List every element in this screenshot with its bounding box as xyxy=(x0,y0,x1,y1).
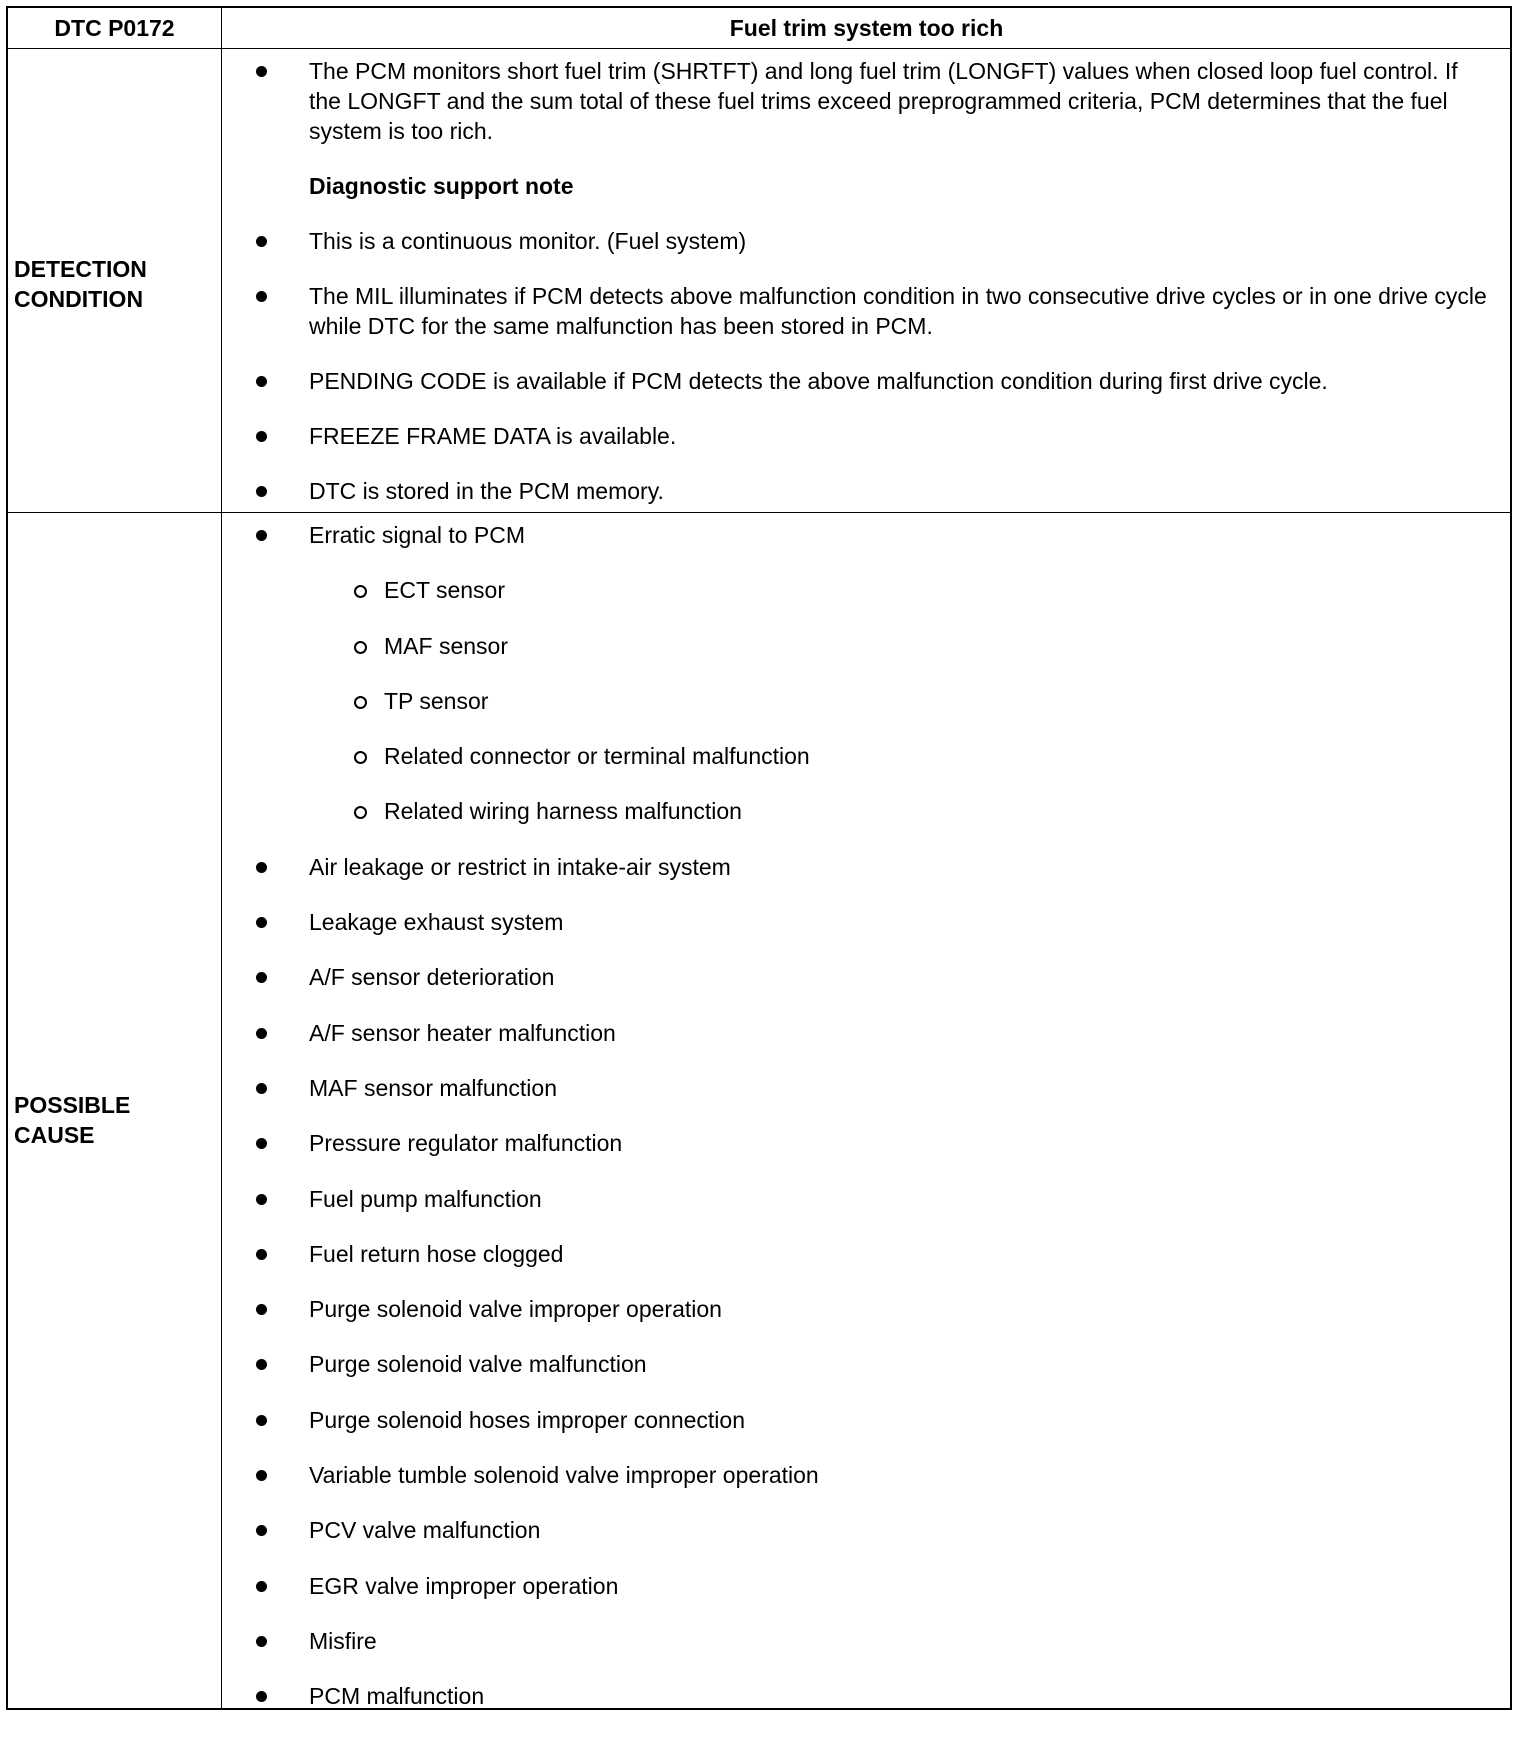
sub-list-item: Related connector or terminal malfunction xyxy=(248,741,1492,771)
list-item: Purge solenoid valve malfunction xyxy=(248,1349,1492,1379)
list-item: Pressure regulator malfunction xyxy=(248,1128,1492,1158)
list-item: Leakage exhaust system xyxy=(248,907,1492,937)
list-item: PCV valve malfunction xyxy=(248,1515,1492,1545)
dtc-code-header: DTC P0172 xyxy=(54,14,175,41)
list-item: DTC is stored in the PCM memory. xyxy=(248,476,1492,506)
list-item: Purge solenoid valve improper operation xyxy=(248,1294,1492,1324)
dtc-title-header: Fuel trim system too rich xyxy=(729,14,1004,41)
list-item: A/F sensor heater malfunction xyxy=(248,1018,1492,1048)
possible-cause-label: POSSIBLE CAUSE xyxy=(14,1092,131,1148)
list-item: Variable tumble solenoid valve improper operation xyxy=(248,1460,1492,1490)
list-item: PENDING CODE is available if PCM detects the above malfunction condition during first drive cycle. xyxy=(248,366,1492,396)
list-item: This is a continuous monitor. (Fuel system) xyxy=(248,226,1492,256)
list-item: Air leakage or restrict in intake-air system xyxy=(248,852,1492,882)
list-item: Purge solenoid hoses improper connection xyxy=(248,1405,1492,1435)
list-item: A/F sensor deterioration xyxy=(248,962,1492,992)
sub-list-item: MAF sensor xyxy=(248,631,1492,661)
sub-list-item: TP sensor xyxy=(248,686,1492,716)
list-item: MAF sensor malfunction xyxy=(248,1073,1492,1103)
sub-list-item: Related wiring harness malfunction xyxy=(248,796,1492,826)
list-item: EGR valve improper operation xyxy=(248,1571,1492,1601)
detection-condition-list xyxy=(248,56,1492,531)
header-row-divider xyxy=(8,48,1510,49)
column-divider xyxy=(221,8,222,1708)
list-item: Misfire xyxy=(248,1626,1492,1656)
detection-condition-label: DETECTION CONDITION xyxy=(14,256,147,312)
list-item: Fuel return hose clogged xyxy=(248,1239,1492,1269)
list-item: Erratic signal to PCM xyxy=(248,520,1492,550)
list-item: PCM malfunction xyxy=(248,1681,1492,1711)
list-item: The PCM monitors short fuel trim (SHRTFT) and long fuel trim (LONGFT) values when closed loop fuel control. If the LONGFT and the sum total of these fuel trims exceed preprogrammed criteria, PCM determines that the fuel system is too rich. xyxy=(248,56,1492,146)
list-item: The MIL illuminates if PCM detects above malfunction condition in two consecutive drive cycles or in one drive cycle while DTC for the same malfunction has been stored in PCM. xyxy=(248,281,1492,341)
sub-list-item: ECT sensor xyxy=(248,575,1492,605)
list-item: FREEZE FRAME DATA is available. xyxy=(248,421,1492,451)
dtc-table xyxy=(6,6,1512,1710)
possible-cause-list xyxy=(248,520,1492,1737)
list-item: Fuel pump malfunction xyxy=(248,1184,1492,1214)
diagnostic-support-note: Diagnostic support note xyxy=(309,173,574,199)
